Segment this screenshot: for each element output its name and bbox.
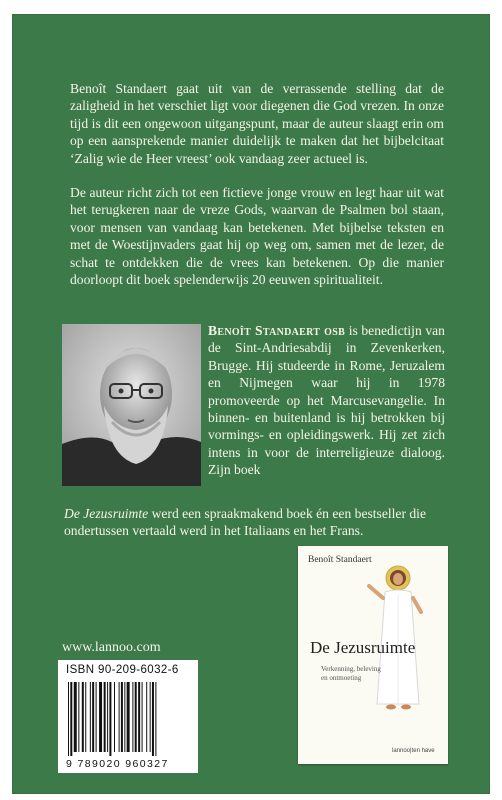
publisher-website[interactable]: www.lannoo.com	[62, 640, 161, 655]
barcode-digits: 9 789020 960327	[66, 758, 169, 770]
blurb-paragraph-2: De auteur richt zich tot een fictieve jonge vrouw en legt haar uit wat het terugkeren naar de vreze Gods, waarvan de Psalmen bol staan, voor mensen van vandaag kan betekenen. Met bijbelse teksten en met de Woestijnvaders gaat hij op weg om, samen met de lezer, de schat te ontdekken die de vrees kan betekenen. Op die manier doorloopt dit boek spelenderwijs 20 eeuwen spiritualiteit.	[70, 185, 444, 288]
featured-book-subtitle: Verkenning, beleving en ontmoeting	[321, 665, 381, 682]
author-portrait	[62, 324, 201, 486]
featured-book-cover	[298, 546, 448, 764]
featured-book-author: Benoît Standaert	[308, 555, 372, 565]
isbn-number: ISBN 90-209-6032-6	[66, 664, 179, 676]
author-bio-continued	[64, 505, 445, 540]
book-title-reference: De Jezusruimte	[64, 506, 149, 521]
barcode-icon	[66, 682, 190, 756]
featured-book-title: De Jezusruimte	[310, 638, 416, 657]
featured-book-publisher: lannoo|ten have	[392, 748, 435, 754]
barcode-area	[58, 660, 198, 773]
blurb-paragraph-1: Benoît Standaert gaat uit van de verrassende stelling dat de zaligheid in het verschiet ligt voor diegenen die God vrezen. In onze tijd is dit een ongewoon uitgangspunt, maar de auteur slaagt erin om op een aansprekende manier duidelijk te maken dat het bijbelcitaat ‘Zalig wie de Heer vreest’ ook vandaag zeer actueel is.	[70, 81, 444, 166]
author-bio	[208, 322, 445, 479]
author-name: Benoît Standaert osb	[208, 323, 346, 338]
author-bio-text-2: werd een spraakmakend boek én een bestseller die ondertussen vertaald werd in het Italiaans en het Frans.	[64, 506, 426, 539]
author-bio-text-1: is benedictijn van de Sint-Andriesabdij in Zevenkerken, Brugge. Hij studeerde in Rome, Jeruzalem en Nijmegen waar hij in 1978 promoveerde op het Marcusevangelie. In binnen- en buitenland is hij betrokken bij vormings- en opleidingswerk. Hij zet zich intens in voor de interreligieuze dialoog. Zijn boek	[208, 323, 445, 478]
